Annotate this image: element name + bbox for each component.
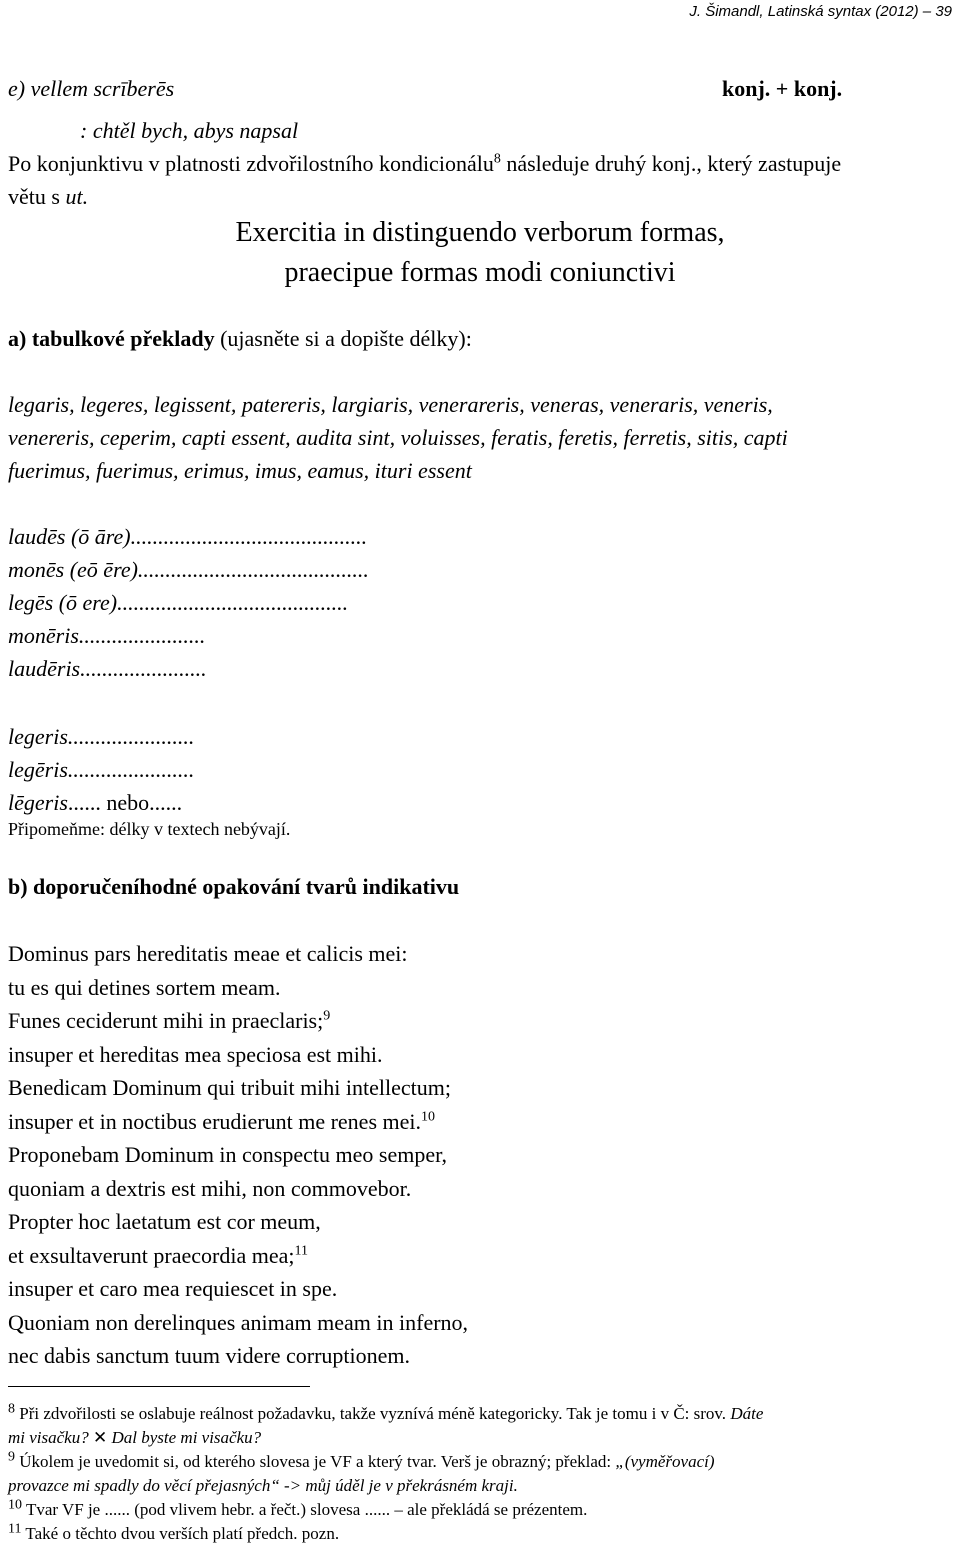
psalm-line-text: insuper et caro mea requiescet in spe. — [8, 1276, 338, 1301]
footnote-ref: 9 — [323, 1008, 331, 1024]
psalm-line — [8, 1071, 451, 1104]
footnote-9 — [8, 1451, 715, 1472]
footnote-11-text: Také o těchto dvou verších platí předch. pozn. — [21, 1524, 340, 1543]
form-item-legeris-long — [8, 786, 182, 819]
psalm-line — [8, 1339, 410, 1372]
legeris-long-dots: ...... — [67, 790, 101, 815]
form-item: legēris....................... — [8, 757, 195, 782]
exercise-title-line2: praecipue formas modi coniunctivi — [284, 257, 676, 288]
footnote-ref: 10 — [421, 1109, 435, 1125]
example-e-explanation — [8, 147, 841, 180]
section-a-heading-rest: (ujasněte si a dopište délky): — [214, 326, 472, 351]
section-a-heading-bold: a) tabulkové překlady — [8, 326, 215, 351]
psalm-line-text: insuper et hereditas mea speciosa est mihi. — [8, 1041, 383, 1067]
footnote-8 — [8, 1403, 763, 1424]
example-e-translation: : chtěl bych, abys napsal — [80, 118, 299, 143]
footnote-ref-8: 8 — [493, 151, 501, 167]
psalm-line — [8, 1205, 321, 1238]
form-item: monēs (eō ēre).......................................... — [8, 557, 369, 582]
example-e-label: e) vellem scrīberēs — [8, 76, 175, 101]
footnote-ref: 11 — [294, 1243, 308, 1259]
footnote-11-number: 11 — [8, 1521, 22, 1537]
psalm-line-text: nec dabis sanctum tuum videre corruptionem. — [8, 1343, 410, 1368]
footnote-8-line2 — [8, 1427, 261, 1448]
footnote-9-text: Úkolem je uvedomit si, od kterého slovesa je VF a který tvar. Verš je obrazný; překlad: — [15, 1452, 612, 1471]
footnote-10 — [8, 1499, 587, 1520]
running-header: J. Šimandl, Latinská syntax (2012) – 39 — [689, 3, 952, 20]
psalm-line — [8, 1172, 411, 1205]
psalm-line-text: tu es qui detines sortem meam. — [8, 974, 281, 1000]
psalm-line — [8, 1239, 308, 1272]
footnote-10-text: Tvar VF je ...... (pod vlivem hebr. a řečt.) slovesa ...... – ale překládá se prézentem. — [22, 1500, 588, 1519]
psalm-line-text: Propter hoc laetatum est cor meum, — [8, 1209, 321, 1234]
form-item: legeris....................... — [8, 724, 195, 749]
explanation-text-1: Po konjunktivu v platnosti zdvořilostního kondicionálu — [8, 151, 494, 176]
footnote-8-text: Při zdvořilosti se oslabuje reálnost požadavku, takže vyznívá méně kategoricky. Tak je tomu i v Č: srov. — [15, 1404, 727, 1423]
psalm-line-text: insuper et in noctibus erudierunt me renes mei. — [8, 1108, 421, 1134]
nebo-dots: ...... — [149, 790, 183, 815]
section-b-heading: b) doporučeníhodné opakování tvarů indikativu — [8, 874, 460, 899]
psalm-line — [8, 1306, 468, 1339]
forms-line-2: venereris, ceperim, capti essent, audita sint, voluisses, feratis, feretis, ferretis, sitis, capti — [8, 425, 788, 450]
footnote-8-number: 8 — [8, 1401, 15, 1417]
form-item: laudēris....................... — [8, 656, 207, 681]
psalm-line — [8, 1272, 337, 1305]
footnote-9-line2: provazce mi spadly do věcí přejasných“ -> můj úděl je v překrásném kraji. — [8, 1476, 518, 1495]
psalm-line-text: Dominus pars hereditatis meae et calicis mei: — [8, 941, 408, 966]
forms-line-1: legaris, legeres, legissent, patereris, largiaris, venerareris, veneras, veneraris, veneris, — [8, 392, 773, 417]
psalm-line — [8, 971, 281, 1004]
explanation-line2-italic: ut. — [65, 184, 89, 209]
length-note: Připomeňme: délky v textech nebývají. — [8, 819, 291, 839]
legeris-long: lēgeris — [8, 790, 68, 815]
form-item: laudēs (ō āre)........................................... — [8, 524, 368, 549]
form-item: legēs (ō ere).......................................... — [8, 590, 349, 615]
psalm-line-text: et exsultaverunt praecordia mea; — [8, 1242, 295, 1268]
footnote-separator — [8, 1386, 310, 1387]
psalm-line — [8, 1038, 383, 1071]
footnote-9-number: 9 — [8, 1449, 15, 1465]
psalm-line-text: Proponebam Dominum in conspectu meo semper, — [8, 1142, 448, 1167]
section-a-heading — [8, 322, 472, 355]
footnote-8-italic: Dáte — [726, 1404, 764, 1423]
footnote-8-example2: Dal byste mi visačku? — [107, 1428, 262, 1447]
psalm-line — [8, 1138, 447, 1171]
psalm-line — [8, 1004, 330, 1037]
nebo: nebo — [100, 790, 150, 815]
example-e-formula: konj. + konj. — [722, 76, 843, 101]
forms-line-3: fuerimus, fuerimus, erimus, imus, eamus, ituri essent — [8, 458, 472, 483]
cross-icon: ✕ — [92, 1428, 108, 1447]
psalm-line-text: quoniam a dextris est mihi, non commovebor. — [8, 1175, 412, 1201]
psalm-line — [8, 1105, 435, 1138]
exercise-title-line1: Exercitia in distinguendo verborum formas, — [235, 217, 725, 248]
footnote-11 — [8, 1523, 339, 1544]
explanation-text-2: následuje druhý konj., který zastupuje — [500, 151, 842, 176]
footnote-9-italic: „(vyměřovací) — [611, 1452, 715, 1471]
form-item: monēris....................... — [8, 623, 206, 648]
example-e-explanation-line2 — [8, 180, 88, 213]
psalm-line-text: Benedicam Dominum qui tribuit mihi intellectum; — [8, 1075, 451, 1100]
footnote-8-example1: mi visačku? — [8, 1428, 89, 1447]
psalm-line — [8, 937, 408, 970]
footnote-10-number: 10 — [8, 1497, 22, 1513]
psalm-line-text: Funes ceciderunt mihi in praeclaris; — [8, 1008, 324, 1033]
explanation-line2-text: větu s — [8, 184, 60, 209]
psalm-line-text: Quoniam non derelinques animam meam in inferno, — [8, 1309, 469, 1335]
